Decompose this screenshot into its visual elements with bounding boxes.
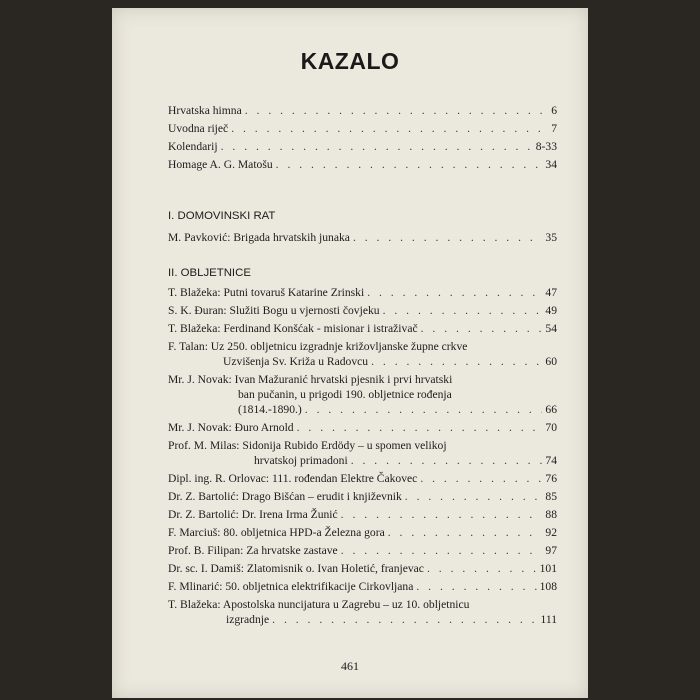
dot-leader xyxy=(341,507,543,522)
toc-entry xyxy=(168,420,557,435)
entry-page: 101 xyxy=(539,562,557,575)
entry-page: 111 xyxy=(540,613,557,626)
toc-entry xyxy=(168,139,557,154)
toc-entry xyxy=(168,285,557,300)
entry-label: T. Blažeka: Ferdinand Konšćak - misionar i istraživač xyxy=(168,322,418,335)
page-title: KAZALO xyxy=(300,48,400,74)
entry-label: Dr. sc. I. Damiš: Zlatomisnik o. Ivan Holetić, franjevac xyxy=(168,562,424,575)
entry-label: T. Blažeka: Putni tovaruš Katarine Zrinski xyxy=(168,286,365,299)
entry-page: 34 xyxy=(545,158,557,171)
entry-label: Dipl. ing. R. Orlovac: 111. rođendan Elektre Čakovec xyxy=(168,472,418,485)
toc-entry xyxy=(168,103,557,118)
dot-leader xyxy=(276,157,543,172)
page-number: 461 xyxy=(341,659,359,673)
toc-entry xyxy=(168,471,557,486)
dot-leader xyxy=(272,612,537,627)
entry-label: S. K. Đuran: Služiti Bogu u vjernosti čovjeku xyxy=(168,304,380,317)
toc-entry xyxy=(168,507,557,522)
toc-entry xyxy=(168,372,557,417)
dot-leader xyxy=(353,230,542,245)
dot-leader xyxy=(297,420,543,435)
entry-page: 70 xyxy=(545,421,557,434)
dot-leader xyxy=(421,321,543,336)
entry-page: 76 xyxy=(545,472,557,485)
dot-leader xyxy=(371,354,542,369)
entry-page: 54 xyxy=(545,322,557,335)
toc-entry xyxy=(168,597,557,627)
dot-leader xyxy=(388,525,543,540)
dot-leader xyxy=(231,121,548,136)
entry-page: 8-33 xyxy=(535,140,557,153)
entry-label-line: F. Talan: Uz 250. obljetnicu izgradnje križovljanske župne crkve xyxy=(168,340,468,353)
dot-leader xyxy=(305,402,543,417)
entry-label: Dr. Z. Bartolić: Dr. Irena Irma Žunić xyxy=(168,508,338,521)
dot-leader xyxy=(420,471,542,486)
entry-label: izgradnje xyxy=(226,613,270,626)
entry-page: 47 xyxy=(545,286,557,299)
entry-label: F. Mlinarić: 50. obljetnica elektrifikacije Cirkovljana xyxy=(168,580,414,593)
dot-leader xyxy=(367,285,542,300)
toc-entry xyxy=(168,303,557,318)
entry-label-line: Mr. J. Novak: Ivan Mažuranić hrvatski pjesnik i prvi hrvatski xyxy=(168,373,453,386)
toc-entry xyxy=(168,525,557,540)
entry-page: 97 xyxy=(545,544,557,557)
entry-page: 66 xyxy=(545,403,557,416)
entry-page: 92 xyxy=(545,526,557,539)
entry-label-line: Prof. M. Milas: Sidonija Rubido Erdödy – u spomen velikoj xyxy=(168,439,447,452)
entry-label: Homage A. G. Matošu xyxy=(168,158,273,171)
toc-entry xyxy=(168,230,557,245)
section-heading: I. DOMOVINSKI RAT xyxy=(168,210,276,222)
dot-leader xyxy=(245,103,548,118)
toc-entry xyxy=(168,339,557,369)
entry-page: 88 xyxy=(545,508,557,521)
dot-leader xyxy=(351,453,543,468)
entry-label: Hrvatska himna xyxy=(168,104,242,117)
entry-label: Mr. J. Novak: Đuro Arnold xyxy=(168,421,294,434)
dot-leader xyxy=(405,489,543,504)
entry-last-line xyxy=(168,354,557,369)
entry-last-line xyxy=(168,453,557,468)
toc-entry xyxy=(168,321,557,336)
entry-page: 74 xyxy=(545,454,557,467)
entry-label-line: T. Blažeka: Apostolska nuncijatura u Zagrebu – uz 10. obljetnicu xyxy=(168,598,470,611)
entry-page: 108 xyxy=(539,580,557,593)
book-page xyxy=(112,8,588,698)
dot-leader xyxy=(383,303,543,318)
dot-leader xyxy=(427,561,537,576)
entry-last-line xyxy=(168,612,557,627)
entry-page: 7 xyxy=(551,122,557,135)
entry-label: Kolendarij xyxy=(168,140,218,153)
entry-page: 85 xyxy=(545,490,557,503)
toc-entry xyxy=(168,579,557,594)
table-of-contents xyxy=(168,103,557,630)
entry-page: 60 xyxy=(545,355,557,368)
toc-entry xyxy=(168,489,557,504)
toc-entry xyxy=(168,438,557,468)
entry-label: F. Marciuš: 80. obljetnica HPD-a Železna gora xyxy=(168,526,385,539)
entry-label: Uvodna riječ xyxy=(168,122,229,135)
entry-label: M. Pavković: Brigada hrvatskih junaka xyxy=(168,231,350,244)
section-heading: II. OBLJETNICE xyxy=(168,267,251,279)
entry-label: Uzvišenja Sv. Križa u Radovcu xyxy=(223,355,369,368)
entry-label: (1814.-1890.) xyxy=(238,403,302,416)
entry-last-line xyxy=(168,402,557,417)
toc-entry xyxy=(168,543,557,558)
dot-leader xyxy=(221,139,533,154)
entry-page: 49 xyxy=(545,304,557,317)
entry-label-line: ban pučanin, u prigodi 190. obljetnice rođenja xyxy=(238,388,452,401)
toc-entry xyxy=(168,157,557,172)
entry-label: Dr. Z. Bartolić: Drago Bišćan – erudit i književnik xyxy=(168,490,402,503)
entry-label: Prof. B. Filipan: Za hrvatske zastave xyxy=(168,544,338,557)
entry-label: hrvatskoj primadoni xyxy=(254,454,348,467)
entry-page: 6 xyxy=(551,104,557,117)
dot-leader xyxy=(416,579,536,594)
toc-entry xyxy=(168,121,557,136)
entry-page: 35 xyxy=(545,231,557,244)
dot-leader xyxy=(341,543,543,558)
toc-entry xyxy=(168,561,557,576)
